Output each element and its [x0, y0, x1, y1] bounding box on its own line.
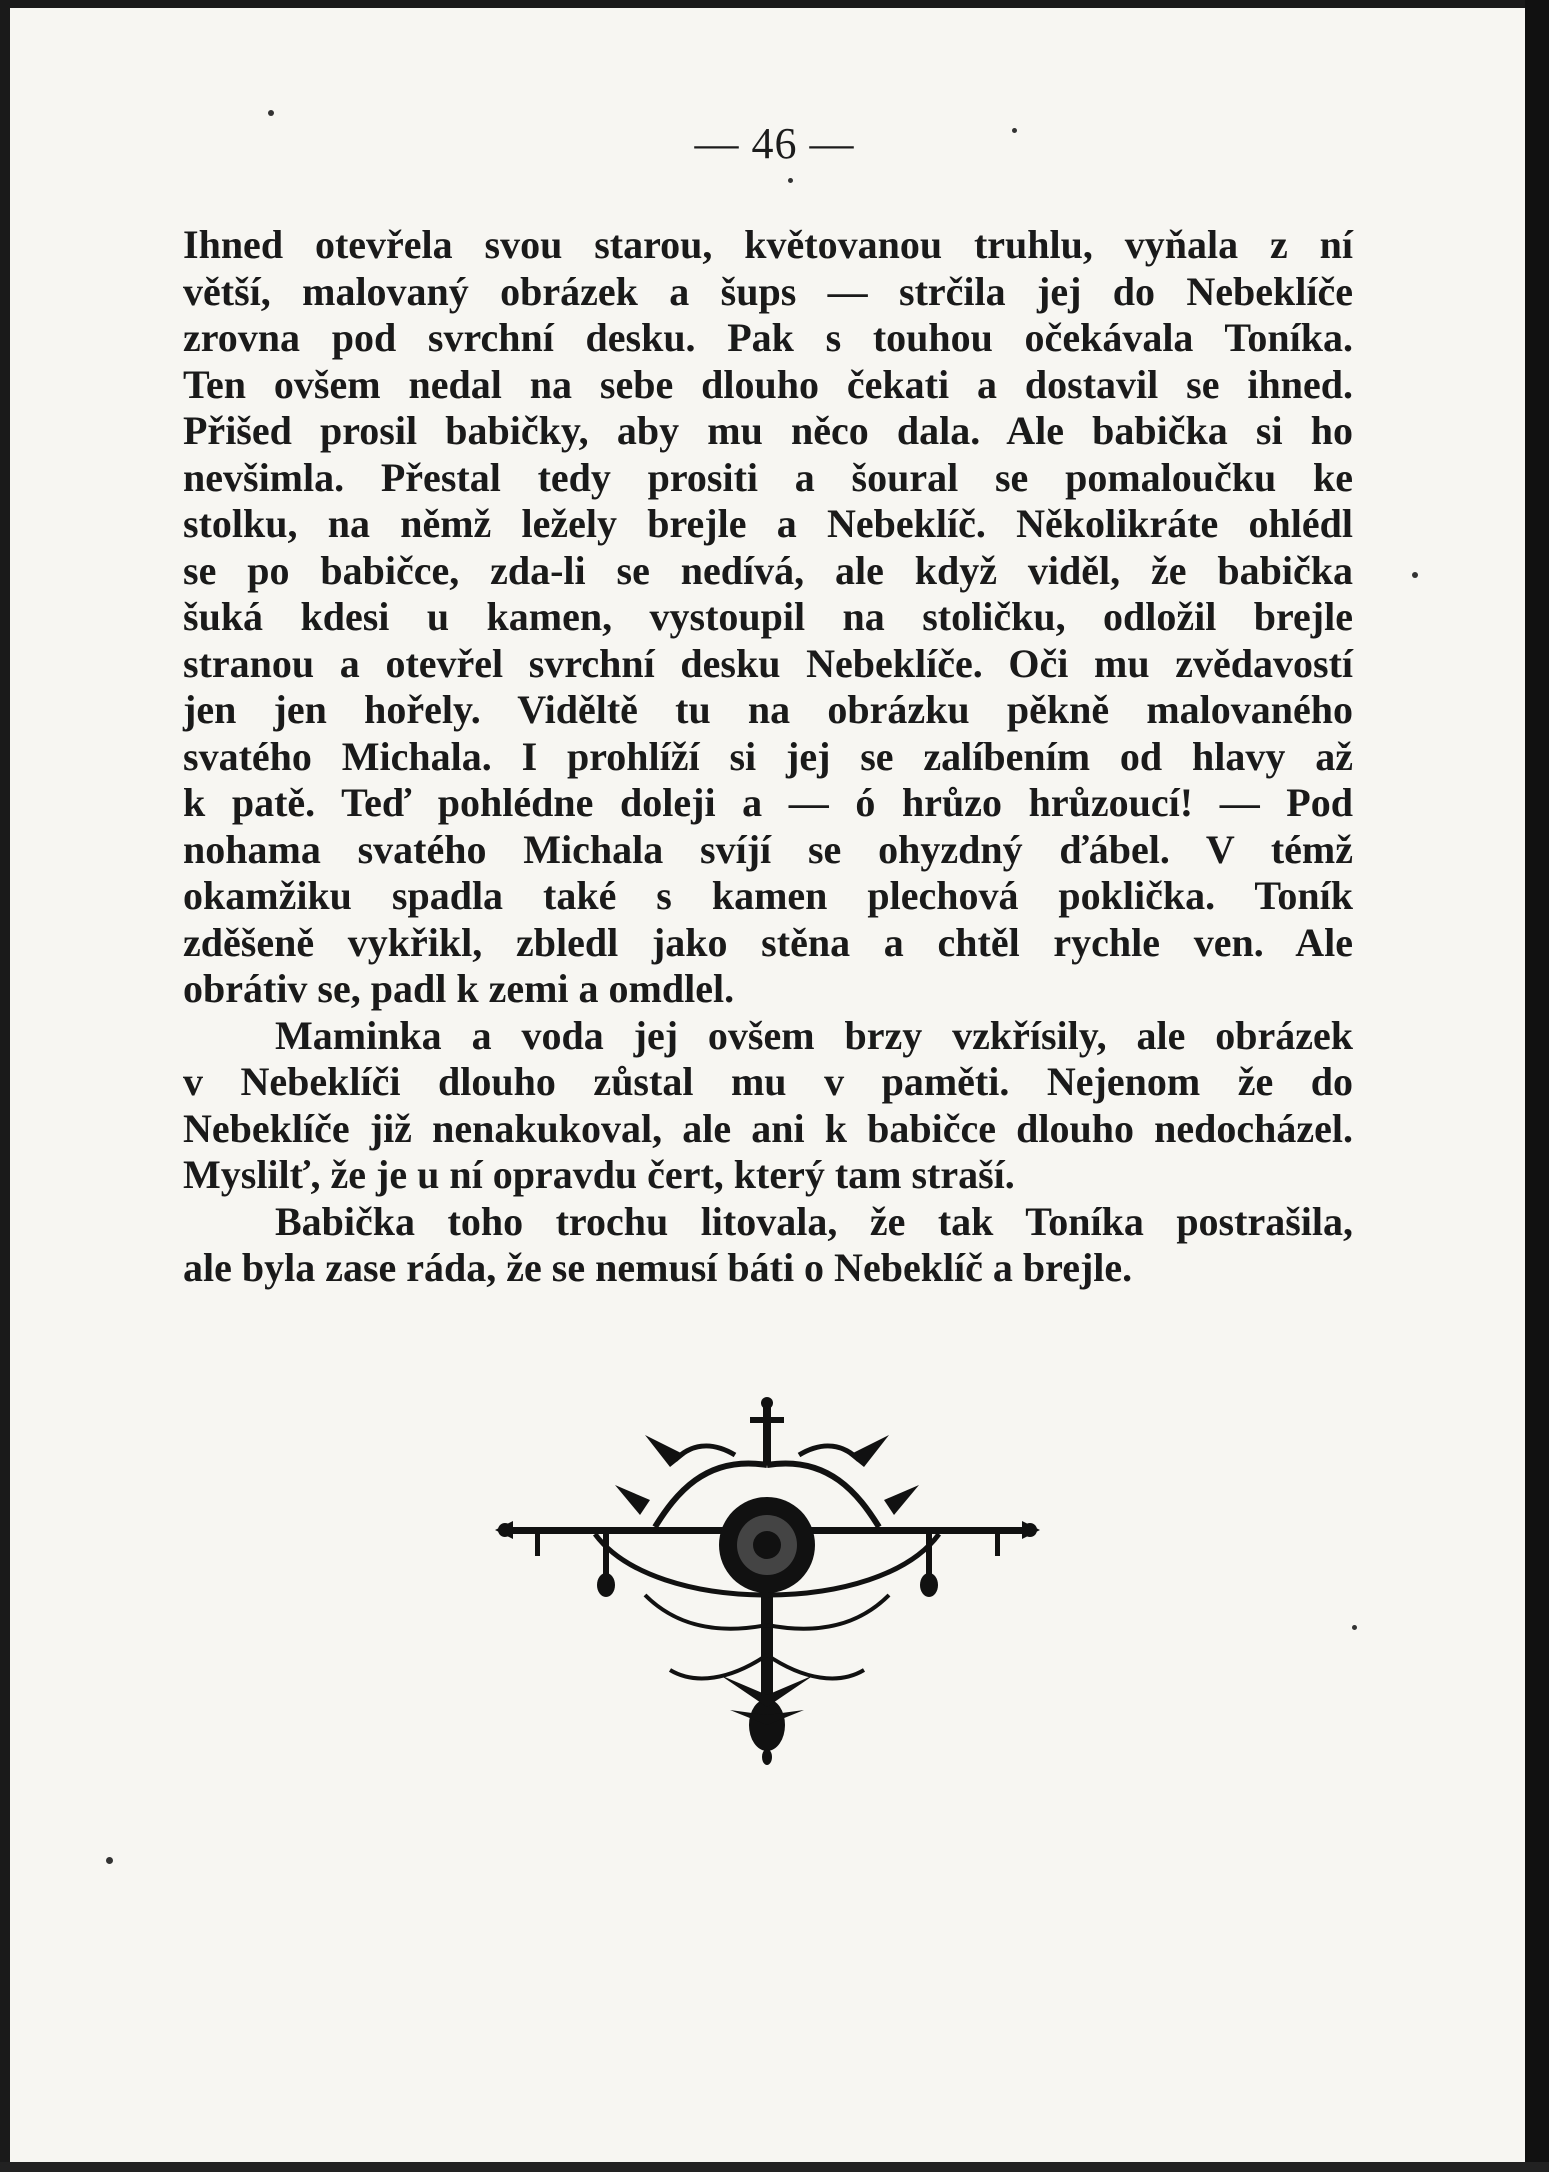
text-line: Ten ovšem nedal na sebe dlouho čekati a dostavil se ihned. — [183, 361, 1353, 407]
text-line: ale byla zase ráda, že se nemusí báti o Nebeklíč a brejle. — [183, 1245, 1133, 1290]
text-line: jen jen hořely. Viděltě tu na obrázku pěkně malovaného — [183, 687, 1353, 732]
text-line: v Nebeklíči dlouho zůstal mu v paměti. Nejenom že do — [183, 1059, 1353, 1104]
text-line: šuká kdesi u kamen, vystoupil na stoličku, odložil brejle — [183, 594, 1353, 639]
text-line: Nebeklíče již nenakukoval, ale ani k babičce dlouho nedocházel. — [183, 1105, 1353, 1151]
text-line: zděšeně vykřikl, zbledl jako stěna a chtěl rychle ven. Ale — [183, 919, 1353, 965]
text-line: Babička toho trochu litovala, že tak Toníka postrašila, — [275, 1198, 1353, 1244]
scan-speck — [1352, 1625, 1357, 1630]
text-line: stolku, na němž ležely brejle a Nebeklíč. Několikráte ohlédl — [183, 501, 1353, 546]
text-line: větší, malovaný obrázek a šups — strčila jej do Nebeklíče — [183, 268, 1353, 314]
body-text — [183, 222, 1353, 1292]
decorative-fleuron-icon — [495, 1395, 1040, 1765]
text-line: Maminka a voda jej ovšem brzy vzkřísily, ale obrázek — [275, 1012, 1353, 1058]
text-line: se po babičce, zda-li se nedívá, ale když viděl, že babička — [183, 547, 1353, 593]
scan-speck — [1412, 572, 1418, 578]
text-line: svatého Michala. I prohlíží si jej se zalíbením od hlavy až — [183, 733, 1353, 779]
scan-speck — [106, 1857, 113, 1864]
text-line: okamžiku spadla také s kamen plechová poklička. Toník — [183, 873, 1353, 918]
text-line: Ihned otevřela svou starou, květovanou truhlu, vyňala z ní — [183, 222, 1353, 267]
text-line: k patě. Teď pohlédne doleji a — ó hrůzo hrůzoucí! — Pod — [183, 780, 1353, 825]
scan-speck — [788, 178, 793, 183]
text-line: zrovna pod svrchní desku. Pak s touhou očekávala Toníka. — [183, 315, 1353, 360]
page-number: — 46 — — [694, 119, 855, 168]
scan-speck — [268, 110, 274, 116]
text-line: obrátiv se, padl k zemi a omdlel. — [183, 966, 735, 1011]
text-line: nevšimla. Přestal tedy prositi a šoural se pomaloučku ke — [183, 454, 1353, 500]
scan-edge-right — [1525, 0, 1549, 2172]
text-line: Přišed prosil babičky, aby mu něco dala. Ale babička si ho — [183, 408, 1353, 453]
text-line: nohama svatého Michala svíjí se ohyzdný ďábel. V témž — [183, 826, 1353, 872]
text-line: stranou a otevřel svrchní desku Nebeklíče. Oči mu zvědavostí — [183, 640, 1353, 686]
scan-edge-bottom — [0, 2162, 1549, 2172]
text-line: Myslilť, že je u ní opravdu čert, který tam straší. — [183, 1152, 1015, 1197]
